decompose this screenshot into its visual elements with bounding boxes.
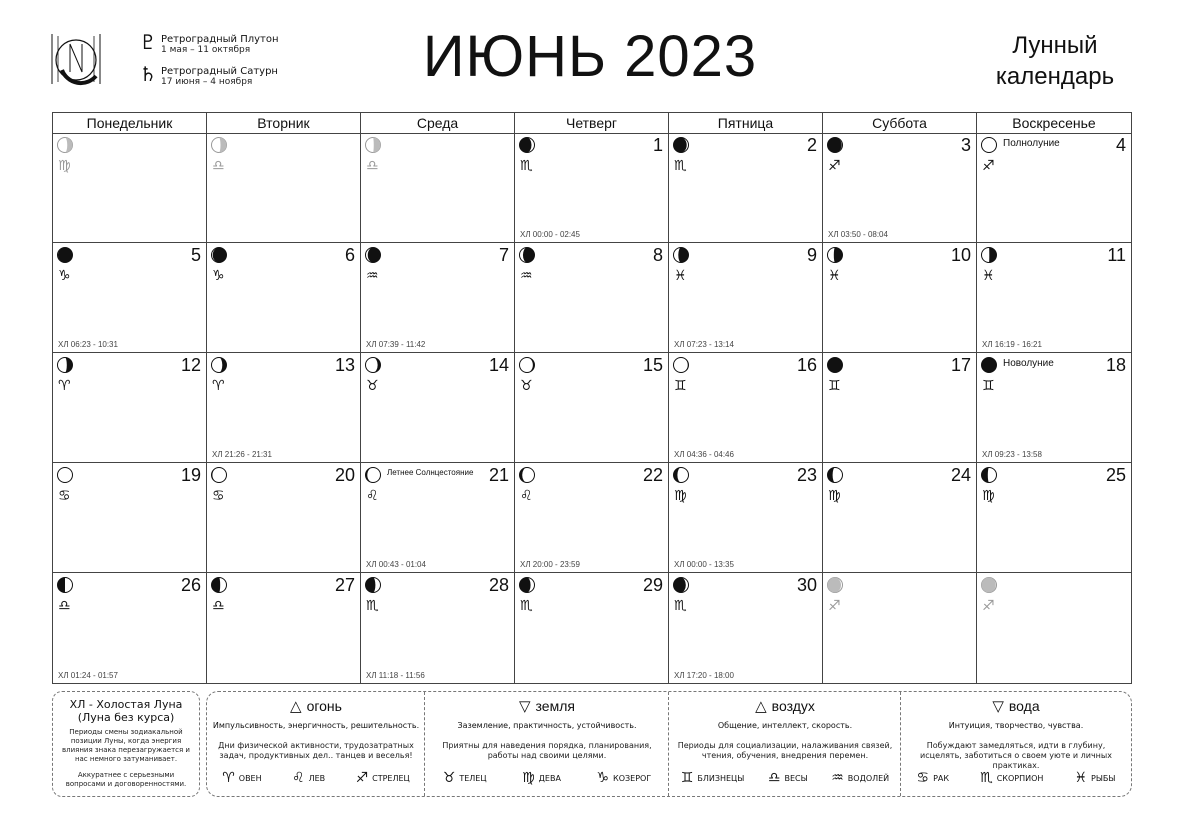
element-air: [669, 692, 901, 796]
zodiac-sign-icon: ♎: [366, 158, 379, 174]
zodiac-sign-item: [222, 770, 261, 786]
zodiac-sign-name: СКОРПИОН: [996, 773, 1044, 783]
day-number: 1: [652, 135, 663, 155]
element-name: огонь: [306, 698, 342, 714]
zodiac-sign-icon: ♑: [596, 770, 610, 786]
moon-phase-icon: [211, 137, 227, 153]
lunar-event-label: Полнолуние: [1003, 138, 1060, 149]
day-cell[interactable]: [361, 463, 515, 573]
day-cell[interactable]: [361, 353, 515, 463]
saturn-icon: ♄: [139, 62, 157, 86]
day-cell[interactable]: [669, 573, 823, 683]
day-cell[interactable]: [977, 573, 1131, 683]
zodiac-sign-item: [356, 770, 410, 786]
day-number: 7: [498, 245, 509, 265]
moon-phase-icon: [57, 577, 73, 593]
element-triangle-icon: △: [290, 698, 302, 715]
day-number: 22: [642, 465, 663, 485]
day-number: 15: [642, 355, 663, 375]
day-cell[interactable]: [977, 133, 1131, 243]
zodiac-sign-name: ЛЕВ: [308, 773, 326, 783]
zodiac-sign-name: КОЗЕРОГ: [613, 773, 652, 783]
moon-phase-icon: [519, 467, 535, 483]
page-subtitle: [960, 30, 1150, 92]
lunar-event-label: Новолуние: [1003, 358, 1054, 369]
element-keywords: Общение, интеллект, скорость.: [717, 721, 853, 730]
elements-legend: [206, 691, 1132, 797]
zodiac-sign-icon: ♏: [366, 598, 379, 614]
zodiac-sign-icon: ♓: [674, 268, 687, 284]
element-signs: [901, 770, 1131, 786]
weekday-header: Суббота: [823, 113, 977, 133]
day-number: 28: [488, 575, 509, 595]
zodiac-sign-icon: ♎: [212, 158, 225, 174]
day-number: 18: [1105, 355, 1126, 375]
day-cell[interactable]: [53, 463, 207, 573]
day-number: 4: [1115, 135, 1126, 155]
day-cell[interactable]: [515, 243, 669, 353]
zodiac-sign-icon: ♒: [831, 770, 844, 786]
zodiac-sign-name: ОВЕН: [238, 773, 262, 783]
zodiac-sign-icon: ♋: [212, 488, 225, 504]
zodiac-sign-icon: ♍: [674, 488, 687, 504]
zodiac-sign-icon: ♋: [58, 488, 71, 504]
zodiac-sign-name: ВЕСЫ: [784, 773, 808, 783]
zodiac-sign-item: [831, 770, 889, 786]
day-cell[interactable]: [207, 243, 361, 353]
day-number: 27: [334, 575, 355, 595]
day-number: 3: [960, 135, 971, 155]
element-heading: [669, 698, 901, 715]
note-warning: Аккуратнее с серьезными вопросами и договоренностями.: [65, 771, 187, 788]
zodiac-sign-icon: ♎: [212, 598, 225, 614]
day-cell[interactable]: [515, 353, 669, 463]
brand-logo-icon: [50, 26, 106, 98]
void-moon-time: ХЛ 09:23 - 13:58: [982, 450, 1042, 459]
zodiac-sign-icon: ♐: [982, 158, 995, 174]
day-number: 30: [796, 575, 817, 595]
pluto-icon: ♇: [139, 30, 157, 54]
day-number: 17: [950, 355, 971, 375]
zodiac-sign-icon: ♈: [58, 378, 71, 394]
zodiac-sign-icon: ♍: [982, 488, 995, 504]
zodiac-sign-icon: ♐: [355, 770, 369, 786]
element-name: земля: [535, 698, 575, 714]
day-number: 13: [334, 355, 355, 375]
moon-phase-icon: [57, 357, 73, 373]
zodiac-sign-icon: ♊: [982, 378, 995, 394]
zodiac-sign-icon: ♉: [366, 378, 379, 394]
moon-phase-icon: [211, 247, 227, 263]
zodiac-sign-item: [443, 770, 487, 786]
zodiac-sign-icon: ♒: [366, 268, 379, 284]
element-earth: [425, 692, 669, 796]
moon-phase-icon: [365, 137, 381, 153]
day-cell[interactable]: [669, 133, 823, 243]
zodiac-sign-icon: ♎: [58, 598, 71, 614]
moon-phase-icon: [827, 577, 843, 593]
void-moon-time: ХЛ 00:43 - 01:04: [366, 560, 426, 569]
zodiac-sign-icon: ♑: [212, 268, 225, 284]
zodiac-sign-icon: ♉: [520, 378, 533, 394]
element-signs: [669, 770, 901, 786]
day-cell[interactable]: [515, 573, 669, 683]
weekday-header-row: [53, 113, 1131, 134]
zodiac-sign-icon: ♐: [828, 158, 841, 174]
day-number: 14: [488, 355, 509, 375]
day-cell[interactable]: [207, 353, 361, 463]
void-moon-time: ХЛ 21:26 - 21:31: [212, 450, 272, 459]
moon-phase-icon: [981, 577, 997, 593]
zodiac-sign-icon: ♈: [212, 378, 225, 394]
void-moon-time: ХЛ 07:39 - 11:42: [366, 340, 426, 349]
zodiac-sign-name: ВОДОЛЕЙ: [847, 773, 890, 783]
day-number: 24: [950, 465, 971, 485]
element-signs: [425, 770, 669, 786]
zodiac-sign-icon: ♌: [292, 770, 305, 786]
void-moon-time: ХЛ 20:00 - 23:59: [520, 560, 580, 569]
day-cell[interactable]: [361, 243, 515, 353]
zodiac-sign-icon: ♓: [828, 268, 841, 284]
element-triangle-icon: ▽: [519, 698, 531, 715]
calendar-grid: [52, 112, 1132, 684]
moon-phase-icon: [57, 247, 73, 263]
zodiac-sign-name: ТЕЛЕЦ: [459, 773, 487, 783]
zodiac-sign-icon: ♐: [982, 598, 995, 614]
zodiac-sign-name: ДЕВА: [538, 773, 561, 783]
zodiac-sign-item: [292, 770, 325, 786]
zodiac-sign-item: [768, 770, 808, 786]
zodiac-sign-item: [681, 770, 745, 786]
note-description: Периоды смены зодиакальной позиции Луны, когда энергия влияния знака перезагружается и нас немного затуманивает.: [62, 728, 190, 763]
weekday-header: Воскресенье: [1012, 115, 1096, 131]
day-cell[interactable]: [977, 243, 1131, 353]
void-moon-time: ХЛ 00:00 - 13:35: [674, 560, 734, 569]
day-cell[interactable]: [207, 463, 361, 573]
moon-phase-icon: [211, 467, 227, 483]
retrograde-dates: 17 июня – 4 ноября: [161, 77, 253, 87]
element-description: Побуждают замедляться, идти в глубину, исцелять, заботиться о своем уюте и личных практиках.: [920, 741, 1112, 770]
day-cell[interactable]: [669, 243, 823, 353]
page-title: ИЮНЬ 2023: [422, 24, 758, 89]
element-description: Дни физической активности, трудозатратных задач, продуктивных дел.. танцев и веселья!: [218, 741, 414, 760]
moon-phase-icon: [673, 577, 689, 593]
day-number: 12: [180, 355, 201, 375]
zodiac-sign-icon: ♎: [767, 770, 781, 786]
zodiac-sign-icon: ♏: [980, 770, 993, 786]
zodiac-sign-icon: ♊: [680, 770, 694, 786]
note-title: (Луна без курса): [77, 711, 175, 724]
zodiac-sign-name: БЛИЗНЕЦЫ: [697, 773, 745, 783]
note-title: ХЛ - Холостая Луна: [69, 698, 183, 711]
moon-phase-icon: [827, 247, 843, 263]
zodiac-sign-icon: ♏: [520, 158, 533, 174]
void-moon-time: ХЛ 17:20 - 18:00: [674, 671, 734, 680]
void-moon-note: [52, 691, 200, 797]
zodiac-sign-item: [596, 770, 651, 786]
moon-phase-icon: [981, 357, 997, 373]
void-moon-time: ХЛ 06:23 - 10:31: [58, 340, 118, 349]
day-cell[interactable]: [53, 133, 207, 243]
zodiac-sign-icon: ♓: [1074, 770, 1088, 786]
moon-phase-icon: [981, 247, 997, 263]
zodiac-sign-icon: ♏: [674, 158, 687, 174]
moon-phase-icon: [673, 467, 689, 483]
day-cell[interactable]: [669, 463, 823, 573]
element-heading: [207, 698, 425, 715]
moon-phase-icon: [211, 577, 227, 593]
zodiac-sign-item: [1074, 770, 1115, 786]
day-cell[interactable]: [823, 463, 977, 573]
day-number: 11: [1107, 245, 1126, 265]
moon-phase-icon: [673, 357, 689, 373]
void-moon-time: ХЛ 07:23 - 13:14: [674, 340, 734, 349]
weekday-header: Пятница: [669, 113, 823, 133]
moon-phase-icon: [365, 357, 381, 373]
zodiac-sign-icon: ♏: [520, 598, 533, 614]
day-cell[interactable]: [669, 353, 823, 463]
subtitle-line: Лунный: [1012, 32, 1098, 59]
calendar-header: [0, 0, 1200, 112]
day-cell[interactable]: [823, 573, 977, 683]
zodiac-sign-icon: ♉: [442, 770, 456, 786]
day-number: 29: [642, 575, 663, 595]
day-number: 21: [488, 465, 509, 485]
element-name: вода: [1008, 698, 1040, 714]
moon-phase-icon: [211, 357, 227, 373]
zodiac-sign-icon: ♋: [916, 770, 930, 786]
day-cell[interactable]: [361, 573, 515, 683]
element-fire: [207, 692, 425, 796]
void-moon-time: ХЛ 04:36 - 04:46: [674, 450, 734, 459]
void-moon-time: ХЛ 00:00 - 02:45: [520, 230, 580, 239]
retrograde-name: Ретроградный Сатурн: [161, 66, 278, 77]
lunar-event-label: Летнее Солнцестояние: [387, 468, 474, 477]
day-number: 9: [806, 245, 817, 265]
moon-phase-icon: [365, 467, 381, 483]
subtitle-line: календарь: [995, 63, 1115, 90]
moon-phase-icon: [519, 247, 535, 263]
day-cell[interactable]: [207, 573, 361, 683]
zodiac-sign-icon: ♍: [58, 158, 71, 174]
element-signs: [207, 770, 425, 786]
day-number: 20: [334, 465, 355, 485]
day-cell[interactable]: [53, 243, 207, 353]
day-number: 8: [652, 245, 663, 265]
day-cell[interactable]: [361, 133, 515, 243]
moon-phase-icon: [519, 137, 535, 153]
zodiac-sign-icon: ♓: [982, 268, 995, 284]
moon-phase-icon: [827, 137, 843, 153]
day-number: 6: [344, 245, 355, 265]
zodiac-sign-icon: ♌: [366, 488, 379, 504]
zodiac-sign-icon: ♈: [222, 770, 235, 786]
moon-phase-icon: [365, 577, 381, 593]
moon-phase-icon: [827, 357, 843, 373]
zodiac-sign-item: [917, 770, 950, 786]
zodiac-sign-icon: ♐: [828, 598, 841, 614]
day-cell[interactable]: [515, 463, 669, 573]
moon-phase-icon: [519, 357, 535, 373]
void-moon-time: ХЛ 11:18 - 11:56: [366, 671, 425, 680]
day-number: 23: [796, 465, 817, 485]
zodiac-sign-item: [522, 770, 561, 786]
day-number: 10: [950, 245, 971, 265]
element-keywords: Интуиция, творчество, чувства.: [948, 721, 1084, 730]
weekday-header: Понедельник: [53, 113, 207, 133]
day-cell[interactable]: [977, 353, 1131, 463]
moon-phase-icon: [365, 247, 381, 263]
element-description: Периоды для социализации, налаживания связей, чтения, обучения, внедрения перемен.: [677, 741, 893, 760]
zodiac-sign-icon: ♑: [58, 268, 71, 284]
moon-phase-icon: [673, 137, 689, 153]
day-number: 25: [1105, 465, 1126, 485]
zodiac-sign-icon: ♍: [522, 770, 535, 786]
day-cell[interactable]: [977, 463, 1131, 573]
element-description: Приятны для наведения порядка, планирования, работы над своими целями.: [442, 741, 652, 760]
day-cell[interactable]: [823, 353, 977, 463]
element-heading: [425, 698, 669, 715]
element-keywords: Импульсивность, энергичность, решительность.: [212, 721, 420, 730]
day-number: 19: [180, 465, 201, 485]
day-cell[interactable]: [823, 243, 977, 353]
element-water: [901, 692, 1131, 796]
weekday-header: Четверг: [515, 113, 669, 133]
zodiac-sign-name: РЫБЫ: [1091, 773, 1116, 783]
void-moon-time: ХЛ 03:50 - 08:04: [828, 230, 888, 239]
element-triangle-icon: △: [755, 698, 767, 715]
moon-phase-icon: [827, 467, 843, 483]
day-cell[interactable]: [53, 573, 207, 683]
retrograde-dates: 1 мая – 11 октября: [161, 45, 251, 55]
day-number: 5: [190, 245, 201, 265]
element-heading: [901, 698, 1131, 715]
weekday-header: Среда: [361, 113, 515, 133]
zodiac-sign-name: РАК: [933, 773, 950, 783]
moon-phase-icon: [519, 577, 535, 593]
zodiac-sign-icon: ♒: [520, 268, 533, 284]
void-moon-time: ХЛ 01:24 - 01:57: [58, 671, 118, 680]
moon-phase-icon: [57, 137, 73, 153]
zodiac-sign-name: СТРЕЛЕЦ: [372, 773, 410, 783]
moon-phase-icon: [981, 137, 997, 153]
retrograde-name: Ретроградный Плутон: [161, 34, 279, 45]
day-number: 2: [806, 135, 817, 155]
day-cell[interactable]: [823, 133, 977, 243]
zodiac-sign-icon: ♌: [520, 488, 533, 504]
zodiac-sign-icon: ♊: [674, 378, 687, 394]
moon-phase-icon: [981, 467, 997, 483]
moon-phase-icon: [57, 467, 73, 483]
zodiac-sign-icon: ♍: [828, 488, 841, 504]
day-number: 16: [796, 355, 817, 375]
day-cell[interactable]: [207, 133, 361, 243]
element-triangle-icon: ▽: [992, 698, 1004, 715]
zodiac-sign-icon: ♊: [828, 378, 841, 394]
weekday-header: Вторник: [207, 113, 361, 133]
element-name: воздух: [771, 698, 815, 714]
day-cell[interactable]: [515, 133, 669, 243]
element-keywords: Заземление, практичность, устойчивость.: [457, 721, 637, 730]
day-cell[interactable]: [53, 353, 207, 463]
zodiac-sign-icon: ♏: [674, 598, 687, 614]
moon-phase-icon: [673, 247, 689, 263]
zodiac-sign-item: [980, 770, 1043, 786]
day-number: 26: [180, 575, 201, 595]
void-moon-time: ХЛ 16:19 - 16:21: [982, 340, 1042, 349]
